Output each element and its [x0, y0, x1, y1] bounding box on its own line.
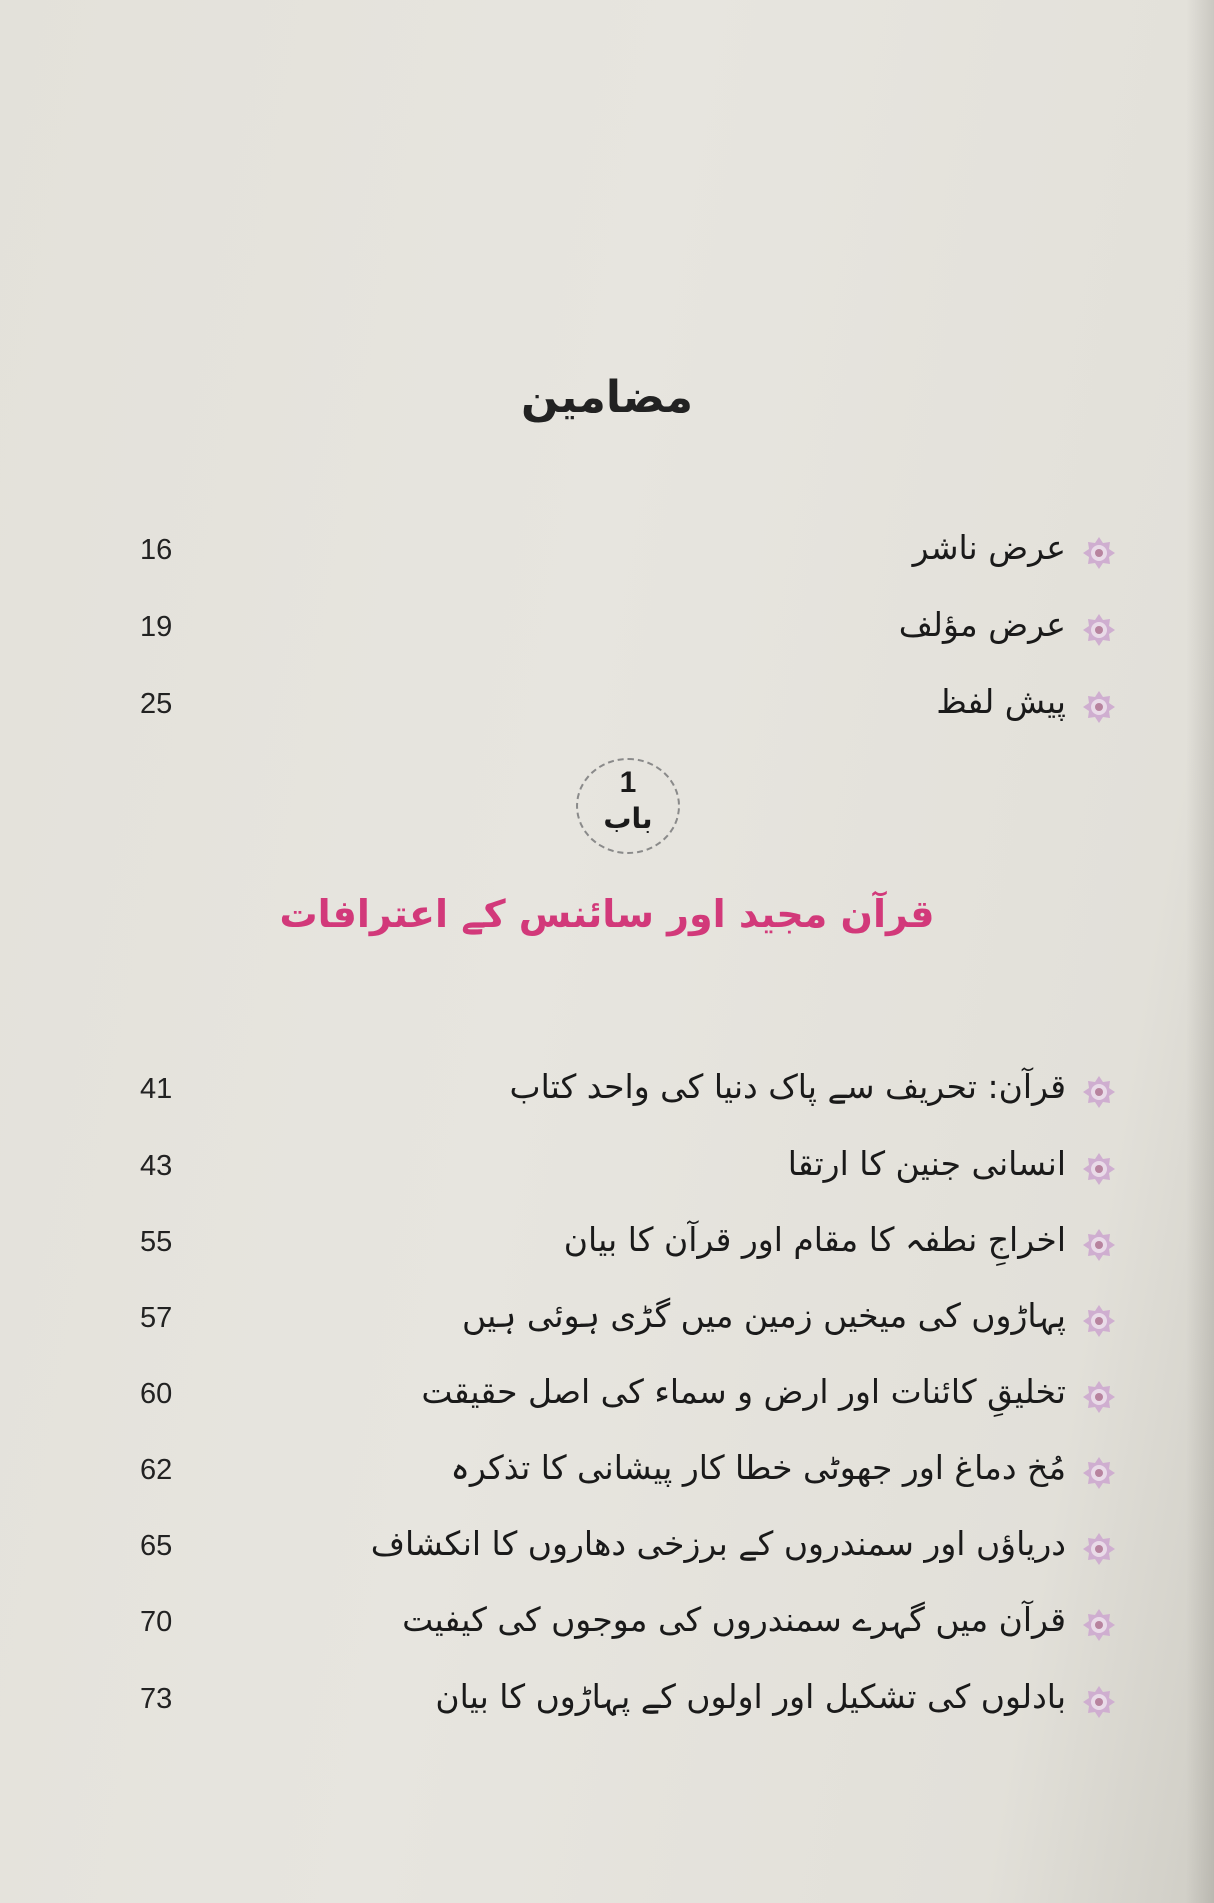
entry-title: عرض ناشر: [912, 528, 1066, 567]
entry-title: مُخ دماغ اور جھوٹی خطا کار پیشانی کا تذکرہ: [450, 1448, 1066, 1487]
toc-entry[interactable]: [0, 1444, 1214, 1504]
toc-entry[interactable]: [0, 1368, 1214, 1428]
ornament-bullet-icon: [1082, 1152, 1116, 1186]
toc-entry[interactable]: [0, 1292, 1214, 1352]
page-title: مضامین: [521, 372, 693, 423]
toc-entry[interactable]: [0, 1596, 1214, 1656]
page-number: 65: [140, 1530, 173, 1562]
ornament-bullet-icon: [1082, 1228, 1116, 1262]
ornament-bullet-icon: [1082, 1380, 1116, 1414]
ornament-bullet-icon: [1082, 1608, 1116, 1642]
page-number: 19: [140, 611, 173, 643]
entry-title: عرض مؤلف: [898, 605, 1066, 644]
entry-title: پیش لفظ: [936, 682, 1066, 721]
chapter-label: باب: [603, 802, 653, 835]
toc-entry[interactable]: [0, 678, 1214, 738]
ornament-bullet-icon: [1082, 1075, 1116, 1109]
toc-entry[interactable]: [0, 1520, 1214, 1580]
toc-entry[interactable]: [0, 601, 1214, 661]
ornament-bullet-icon: [1082, 1532, 1116, 1566]
page-number: 60: [140, 1378, 173, 1410]
page-number: 73: [140, 1683, 173, 1715]
toc-entry[interactable]: [0, 1140, 1214, 1200]
page-number: 62: [140, 1454, 173, 1486]
page-number: 70: [140, 1606, 173, 1638]
ornament-bullet-icon: [1082, 690, 1116, 724]
ornament-bullet-icon: [1082, 1685, 1116, 1719]
page-number: 43: [140, 1150, 173, 1182]
chapter-badge: [576, 758, 680, 854]
page-number: 25: [140, 688, 173, 720]
chapter-number: 1: [619, 766, 637, 799]
toc-entry[interactable]: [0, 1673, 1214, 1733]
entry-title: تخلیقِ کائنات اور ارض و سماء کی اصل حقیقت: [421, 1372, 1066, 1411]
entry-title: دریاؤں اور سمندروں کے برزخی دھاروں کا انکشاف: [370, 1524, 1066, 1563]
toc-entry[interactable]: [0, 1063, 1214, 1123]
page-number: 55: [140, 1226, 173, 1258]
ornament-bullet-icon: [1082, 536, 1116, 570]
entry-title: قرآن میں گہرے سمندروں کی موجوں کی کیفیت: [402, 1600, 1066, 1639]
ornament-bullet-icon: [1082, 1456, 1116, 1490]
ornament-bullet-icon: [1082, 613, 1116, 647]
chapter-title: قرآن مجید اور سائنس کے اعترافات: [279, 892, 935, 936]
toc-entry[interactable]: [0, 1216, 1214, 1276]
entry-title: بادلوں کی تشکیل اور اولوں کے پہاڑوں کا بیان: [435, 1677, 1066, 1716]
page-number: 16: [140, 534, 173, 566]
page-number: 57: [140, 1302, 173, 1334]
toc-entry[interactable]: [0, 524, 1214, 584]
entry-title: انسانی جنین کا ارتقا: [787, 1144, 1066, 1183]
entry-title: پہاڑوں کی میخیں زمین میں گڑی ہوئی ہیں: [461, 1296, 1066, 1335]
entry-title: قرآن: تحریف سے پاک دنیا کی واحد کتاب: [509, 1067, 1066, 1106]
page-number: 41: [140, 1073, 173, 1105]
entry-title: اخراجِ نطفہ کا مقام اور قرآن کا بیان: [563, 1220, 1066, 1259]
ornament-bullet-icon: [1082, 1304, 1116, 1338]
